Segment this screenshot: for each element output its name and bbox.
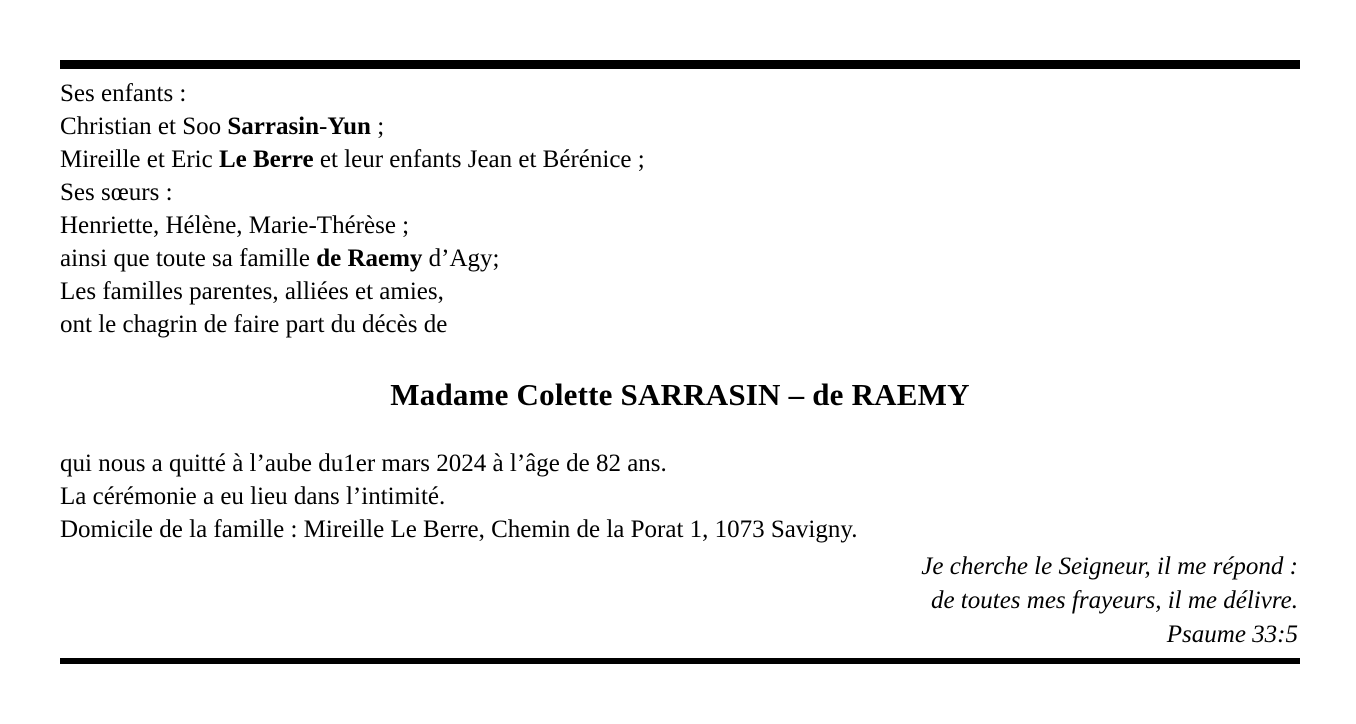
bottom-divider xyxy=(60,658,1300,664)
text-run: d’Agy; xyxy=(422,245,500,272)
text-run: Mireille et Eric xyxy=(60,146,219,173)
text-run: Les familles parentes, alliées et amies, xyxy=(60,278,444,305)
closing-block xyxy=(60,447,1300,546)
notice-body xyxy=(60,69,1300,652)
emphasized-text: Sarrasin xyxy=(227,113,320,140)
notice-line xyxy=(60,275,1300,308)
text-run: ; xyxy=(370,113,385,140)
text-run: Ses sœurs : xyxy=(60,179,173,206)
emphasized-text: de Raemy xyxy=(316,245,423,272)
deceased-name: Madame Colette SARRASIN – de RAEMY xyxy=(390,377,970,412)
notice-line xyxy=(60,513,1300,546)
text-run: Christian et Soo xyxy=(60,113,228,140)
verse-line: Psaume 33:5 xyxy=(1166,621,1298,648)
emphasized-text: Yun xyxy=(327,113,371,140)
notice-line xyxy=(60,480,1300,513)
notice-line xyxy=(60,143,1300,176)
notice-line xyxy=(60,308,1300,341)
notice-line xyxy=(60,447,1300,480)
notice-line xyxy=(60,176,1300,209)
death-notice-card xyxy=(60,60,1300,664)
text-run: La cérémonie a eu lieu dans l’intimité. xyxy=(60,483,446,510)
text-run: ont le chagrin de faire part du décès de xyxy=(60,311,448,338)
notice-line xyxy=(60,209,1300,242)
verse-line: Je cherche le Seigneur, il me répond : xyxy=(921,553,1298,580)
text-run: Domicile de la famille : Mireille Le Berre, Chemin de la Porat 1, 1073 Savigny. xyxy=(60,516,858,543)
scripture-verse xyxy=(60,550,1300,652)
verse-line: de toutes mes frayeurs, il me délivre. xyxy=(930,587,1298,614)
notice-line xyxy=(60,110,1300,143)
emphasized-text: Le Berre xyxy=(218,146,314,173)
notice-line xyxy=(60,242,1300,275)
notice-line xyxy=(60,77,1300,110)
text-run: et leur enfants Jean et Bérénice ; xyxy=(313,146,645,173)
family-intro-block xyxy=(60,77,1300,341)
text-run: - xyxy=(319,113,328,140)
top-divider xyxy=(60,60,1300,69)
text-run: Henriette, Hélène, Marie-Thérèse ; xyxy=(60,212,410,239)
text-run: ainsi que toute sa famille xyxy=(60,245,317,272)
text-run: Ses enfants : xyxy=(60,80,187,107)
text-run: qui nous a quitté à l’aube du1er mars 2024 à l’âge de 82 ans. xyxy=(60,450,667,477)
